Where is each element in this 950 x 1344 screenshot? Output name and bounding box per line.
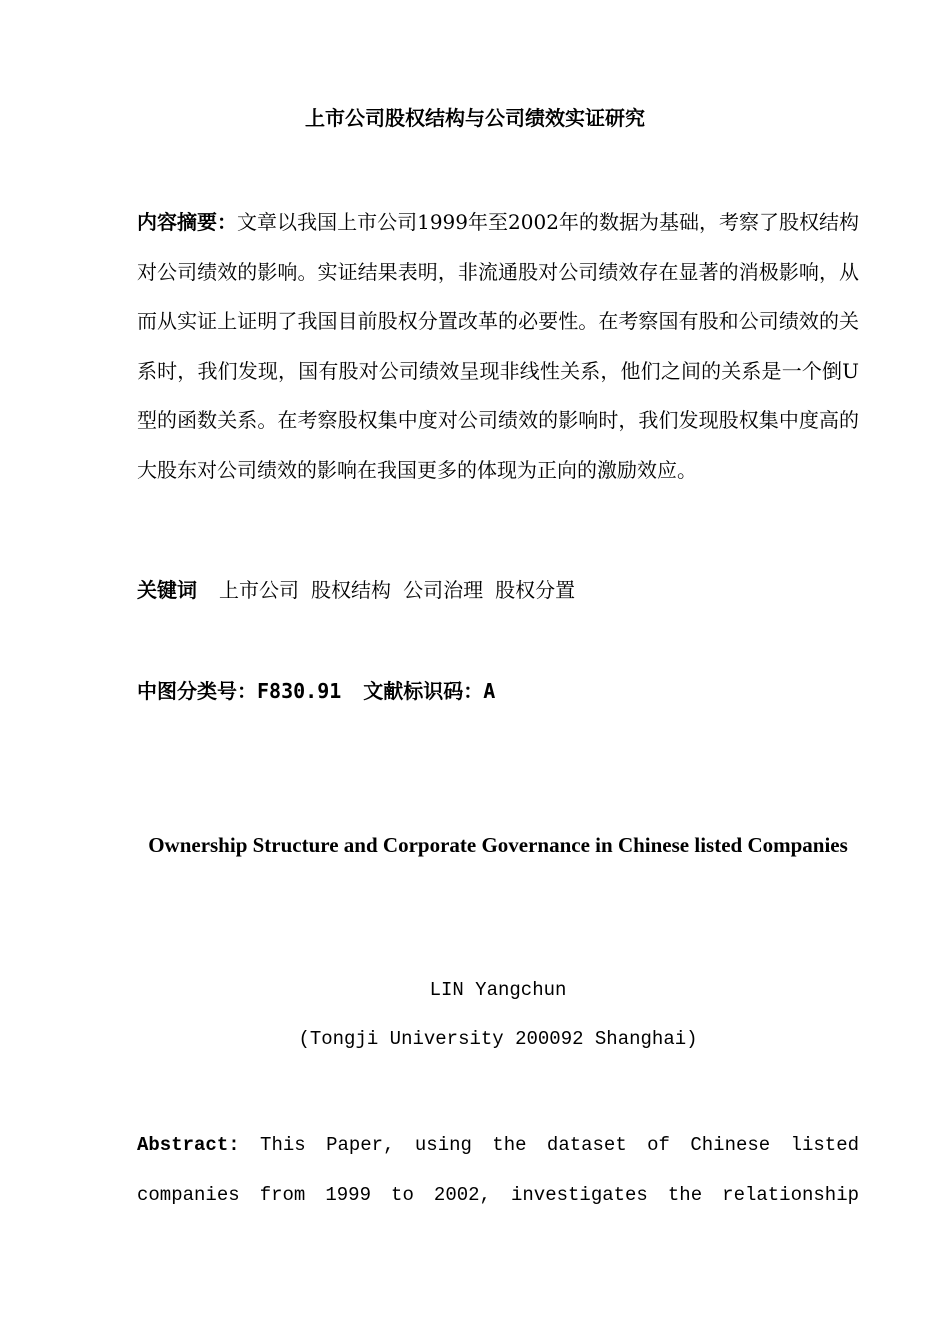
author-affiliation: (Tongji University 200092 Shanghai)	[298, 1028, 698, 1050]
english-abstract	[137, 1120, 859, 1220]
keywords-values: 上市公司 股权结构 公司治理 股权分置	[219, 578, 576, 602]
keywords-line	[137, 575, 575, 605]
keywords-label: 关键词	[137, 578, 197, 602]
doc-code-value: A	[483, 679, 496, 703]
clc-label: 中图分类号：	[137, 679, 257, 703]
chinese-abstract-label: 内容摘要：	[137, 210, 238, 234]
author-name: LIN Yangchun	[429, 979, 567, 1001]
classification-line	[137, 676, 495, 706]
english-abstract-label: Abstract:	[137, 1134, 240, 1156]
chinese-abstract-text: 文章以我国上市公司1999年至2002年的数据为基础，考察了股权结构对公司绩效的影响。实证结果表明，非流通股对公司绩效存在显著的消极影响，从而从实证上证明了我国目前股权分置改革的必要性。在考察国有股和公司绩效的关系时，我们发现，国有股对公司绩效呈现非线性关系，他们之间的关系是一个倒U型的函数关系。在考察股权集中度对公司绩效的影响时，我们发现股权集中度高的大股东对公司绩效的影响在我国更多的体现为正向的激励效应。	[137, 210, 860, 482]
english-abstract-text: This Paper, using the dataset of Chinese listed companies from 1999 to 2002, investigates the relationship	[137, 1134, 860, 1206]
doc-code-label: 文献标识码：	[363, 679, 484, 703]
chinese-abstract	[137, 198, 859, 496]
clc-value: F830.91	[257, 679, 342, 703]
english-title: Ownership Structure and Corporate Governance in Chinese listed Companies	[148, 833, 848, 857]
chinese-title: 上市公司股权结构与公司绩效实证研究	[305, 106, 645, 130]
